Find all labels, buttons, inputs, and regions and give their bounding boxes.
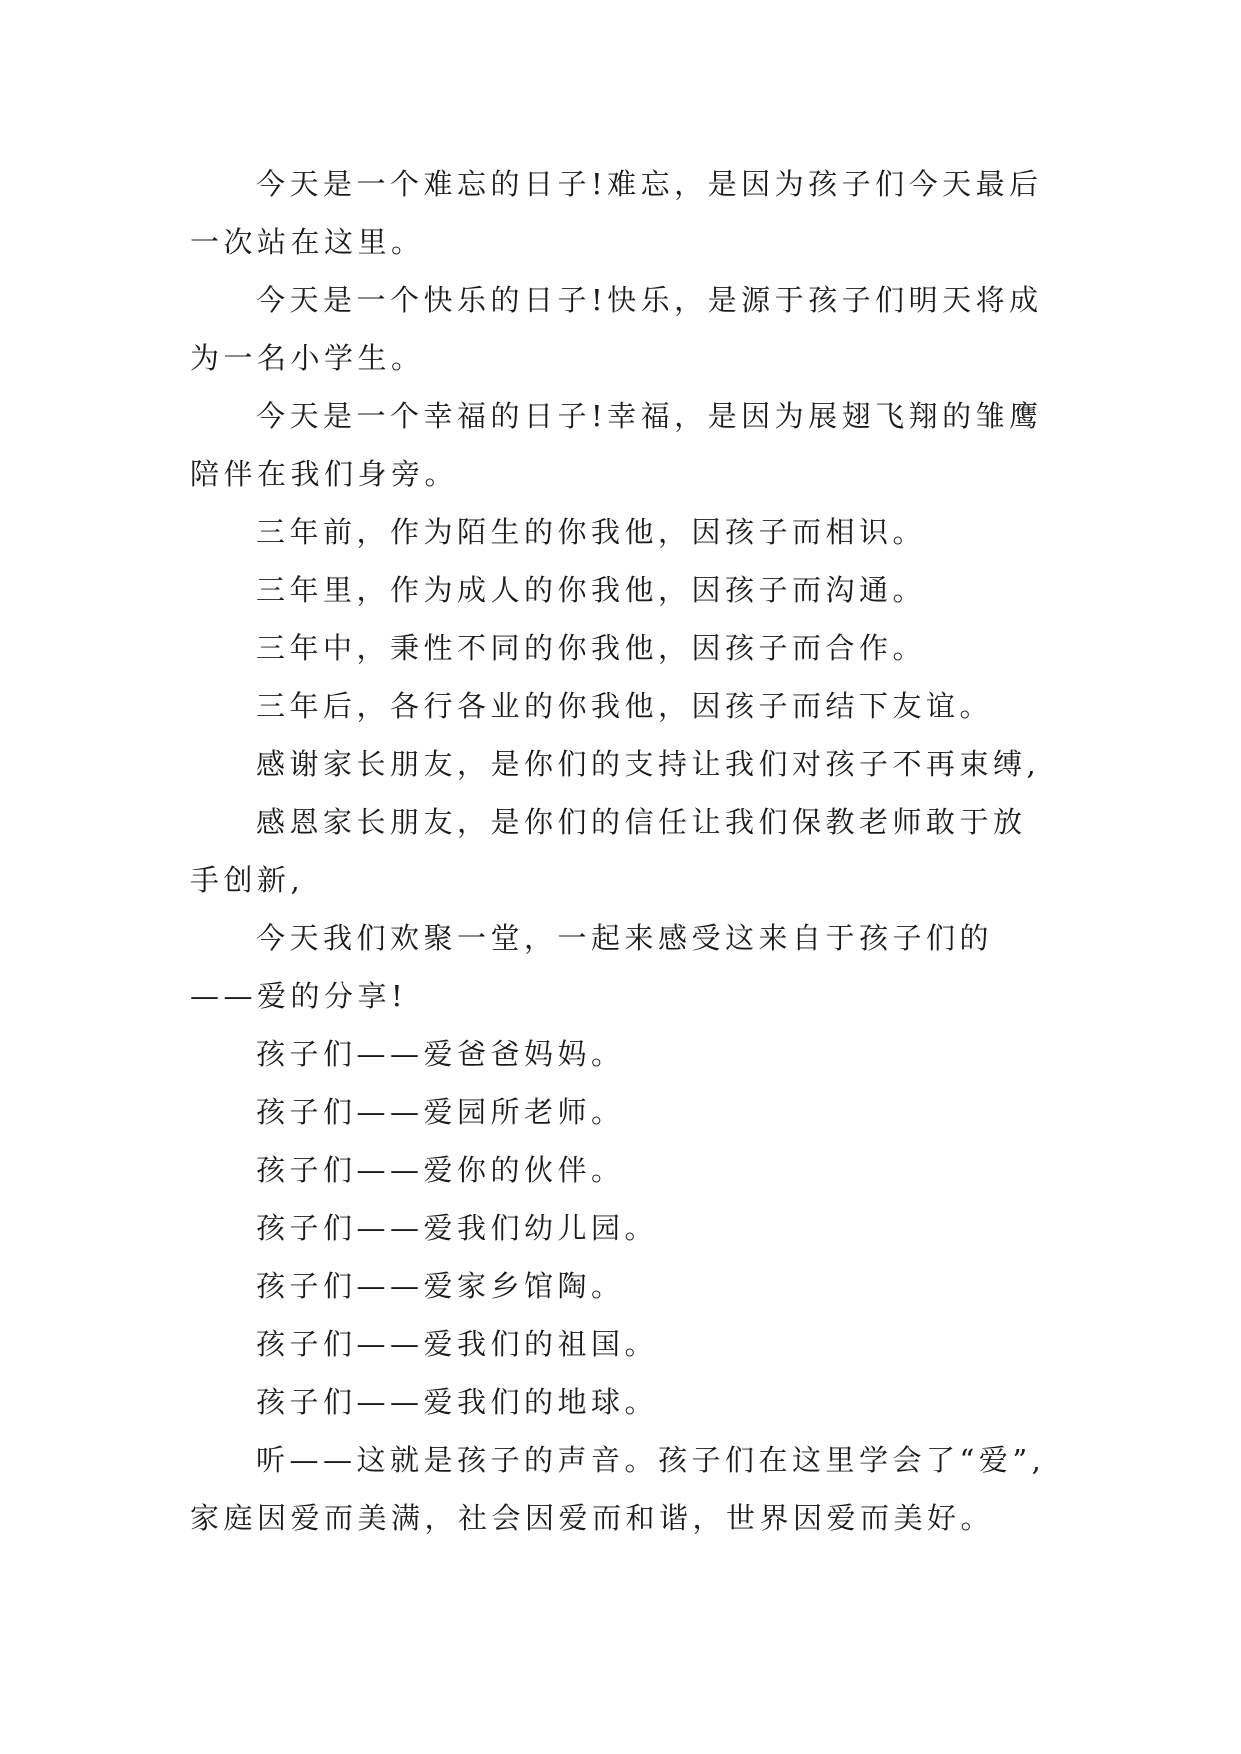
paragraph: 三年里，作为成人的你我他，因孩子而沟通。 xyxy=(256,573,927,607)
paragraph: 孩子们——爱爸爸妈妈。 xyxy=(256,1037,625,1071)
paragraph: 今天我们欢聚一堂，一起来感受这来自于孩子们的——爱的分享! xyxy=(190,921,994,1013)
document-page xyxy=(190,155,1050,1547)
paragraph: 孩子们——爱我们的地球。 xyxy=(256,1385,659,1419)
paragraph: 今天是一个难忘的日子!难忘，是因为孩子们今天最后一次站在这里。 xyxy=(190,167,1043,259)
paragraph: 今天是一个幸福的日子!幸福，是因为展翅飞翔的雏鹰陪伴在我们身旁。 xyxy=(190,399,1043,491)
paragraph: 听——这就是孩子的声音。孩子们在这里学会了“爱”,家庭因爱而美满，社会因爱而和谐，世界因爱而美好。 xyxy=(190,1443,1046,1535)
paragraph: 三年后，各行各业的你我他，因孩子而结下友谊。 xyxy=(256,689,994,723)
paragraph: 孩子们——爱我们幼儿园。 xyxy=(256,1211,659,1245)
paragraph: 感恩家长朋友，是你们的信任让我们保教老师敢于放手创新, xyxy=(190,805,1027,897)
paragraph: 感谢家长朋友，是你们的支持让我们对孩子不再束缚, xyxy=(256,747,1041,781)
paragraph: 三年前，作为陌生的你我他，因孩子而相识。 xyxy=(256,515,927,549)
paragraph: 孩子们——爱家乡馆陶。 xyxy=(256,1269,625,1303)
paragraph: 孩子们——爱你的伙伴。 xyxy=(256,1153,625,1187)
paragraph: 今天是一个快乐的日子!快乐，是源于孩子们明天将成为一名小学生。 xyxy=(190,283,1043,375)
paragraph: 孩子们——爱我们的祖国。 xyxy=(256,1327,659,1361)
paragraph: 孩子们——爱园所老师。 xyxy=(256,1095,625,1129)
paragraph: 三年中，秉性不同的你我他，因孩子而合作。 xyxy=(256,631,927,665)
